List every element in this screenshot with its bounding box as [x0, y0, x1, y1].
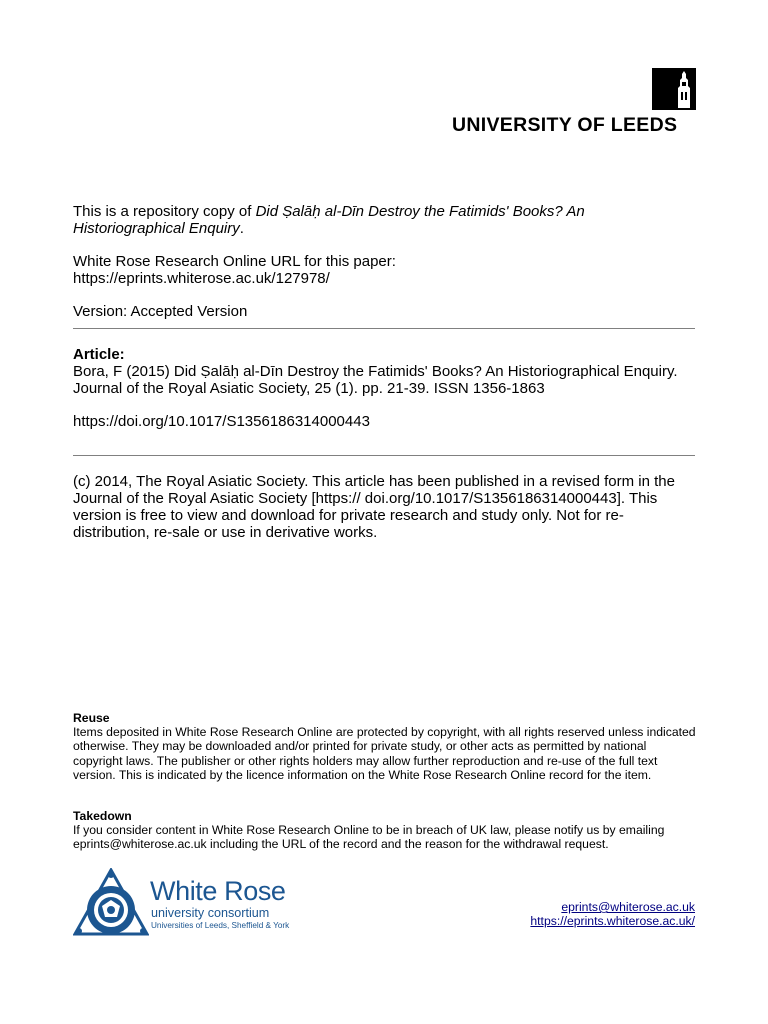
reuse-section	[73, 711, 698, 782]
url-block	[73, 253, 696, 287]
white-rose-subtitle: university consortium	[151, 906, 270, 920]
takedown-text: If you consider content in White Rose Research Online to be in breach of UK law, please notify us by emailing eprints@whiterose.ac.uk including the URL of the record and the reason for the withdrawal request.	[73, 823, 665, 852]
white-rose-name: White Rose	[150, 876, 286, 906]
divider	[73, 328, 695, 329]
paper-url[interactable]: https://eprints.whiterose.ac.uk/127978/	[73, 270, 330, 287]
white-rose-emblem-icon	[73, 868, 149, 938]
intro-text: This is a repository copy of	[73, 203, 256, 220]
university-of-leeds-logo	[452, 68, 696, 136]
reuse-text: Items deposited in White Rose Research Online are protected by copyright, with all rights reserved unless indicated otherwise. They may be downloaded and/or printed for private study, or other acts as permitted by national copyright laws. The publisher or other rights holders may allow further reproduction and re-use of the full text version. This is indicated by the licence information on the White Rose Research Online record for the item.	[73, 725, 696, 782]
contact-links	[530, 900, 695, 928]
repository-intro	[73, 203, 696, 237]
article-citation: Bora, F (2015) Did Ṣalāḥ al-Dīn Destroy the Fatimids' Books? An Historiographical Enquiry. Journal of the Royal Asiatic Society, 25 (1). pp. 21-39. ISSN 1356-1863	[73, 363, 678, 397]
takedown-section	[73, 809, 698, 852]
article-doi[interactable]: https://doi.org/10.1017/S1356186314000443	[73, 413, 370, 430]
white-rose-universities: Universities of Leeds, Sheffield & York	[151, 921, 290, 930]
url-label: White Rose Research Online URL for this paper:	[73, 253, 396, 270]
logo-wordmark: UNIVERSITY OF LEEDS	[452, 114, 678, 136]
leeds-tower-icon	[652, 68, 696, 110]
version-text: Version: Accepted Version	[73, 303, 248, 320]
article-heading: Article:	[73, 346, 125, 363]
intro-period: .	[239, 220, 244, 237]
takedown-heading: Takedown	[73, 809, 132, 823]
email-link[interactable]: eprints@whiterose.ac.uk	[561, 900, 695, 914]
reuse-heading: Reuse	[73, 711, 110, 725]
copyright-statement: (c) 2014, The Royal Asiatic Society. This article has been published in a revised form in the Journal of the Royal Asiatic Society [https:// doi.org/10.1017/S1356186314000443]. This version is free to view and download for private research and study only. Not for re-distribution, re-sale or use in derivative works.	[73, 473, 675, 541]
article-block	[73, 346, 696, 397]
paper-title: Did Ṣalāḥ al-Dīn Destroy the Fatimids' Books? An Historiographical Enquiry	[73, 203, 585, 237]
white-rose-logo	[73, 868, 295, 940]
site-link[interactable]: https://eprints.whiterose.ac.uk/	[530, 914, 695, 929]
divider	[73, 455, 695, 456]
